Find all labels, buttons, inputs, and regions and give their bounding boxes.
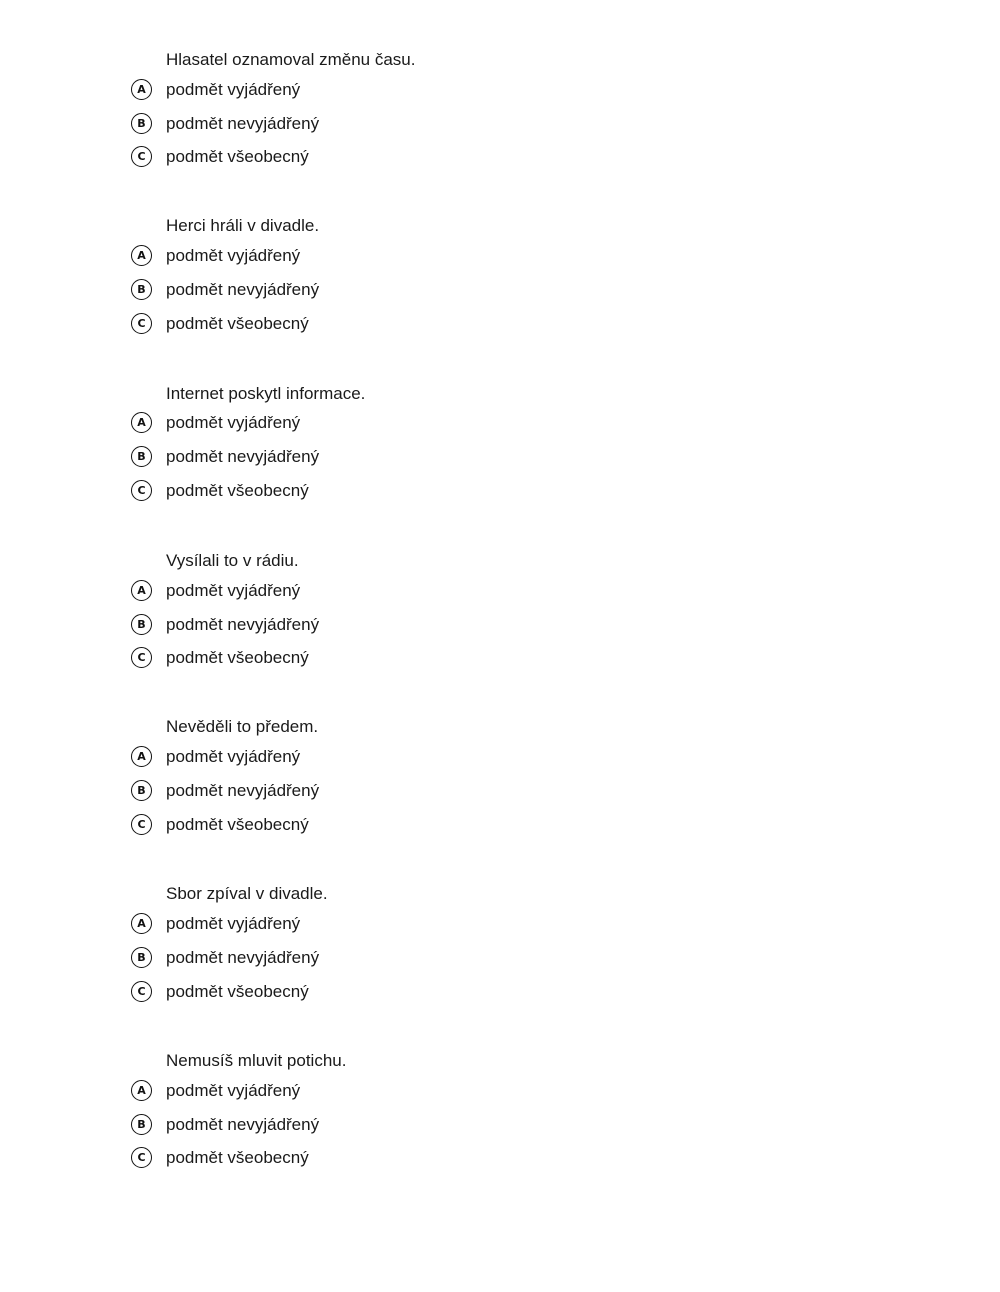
option-c-bubble[interactable]: C — [131, 814, 152, 835]
option-c-bubble[interactable]: C — [131, 647, 152, 668]
option-c-bubble[interactable]: C — [131, 981, 152, 1002]
option-label: podmět všeobecný — [166, 815, 309, 834]
option-label: podmět nevyjádřený — [166, 280, 320, 299]
option-c[interactable] — [0, 644, 500, 674]
option-c-bubble[interactable]: C — [131, 313, 152, 334]
option-b[interactable] — [0, 1111, 500, 1141]
option-label: podmět nevyjádřený — [166, 114, 320, 133]
question-text: Hlasatel oznamoval změnu času. — [166, 50, 416, 69]
option-a[interactable] — [0, 409, 500, 439]
question-header — [0, 379, 700, 409]
option-b-bubble[interactable]: B — [131, 1114, 152, 1135]
option-b-bubble[interactable]: B — [131, 947, 152, 968]
option-label: podmět všeobecný — [166, 648, 309, 667]
option-a-bubble[interactable]: A — [131, 245, 152, 266]
question-text: Herci hráli v divadle. — [166, 216, 320, 235]
question-header — [0, 712, 700, 742]
option-a[interactable] — [0, 910, 500, 940]
option-label: podmět nevyjádřený — [166, 1115, 320, 1134]
option-label: podmět nevyjádřený — [166, 948, 320, 967]
question-text: Vysílali to v rádiu. — [166, 551, 299, 570]
question-header — [0, 879, 700, 909]
question-header — [0, 45, 700, 75]
option-a[interactable] — [0, 76, 500, 106]
option-label: podmět všeobecný — [166, 147, 309, 166]
option-a-bubble[interactable]: A — [131, 580, 152, 601]
option-a-bubble[interactable]: A — [131, 412, 152, 433]
option-a[interactable] — [0, 743, 500, 773]
option-label: podmět vyjádřený — [166, 581, 301, 600]
option-label: podmět všeobecný — [166, 982, 309, 1001]
option-b[interactable] — [0, 276, 500, 306]
option-b-bubble[interactable]: B — [131, 614, 152, 635]
option-a-bubble[interactable]: A — [131, 1080, 152, 1101]
option-label: podmět vyjádřený — [166, 246, 301, 265]
option-label: podmět vyjádřený — [166, 1081, 301, 1100]
option-c[interactable] — [0, 1144, 500, 1174]
option-b[interactable] — [0, 944, 500, 974]
option-label: podmět všeobecný — [166, 314, 309, 333]
option-c-bubble[interactable]: C — [131, 480, 152, 501]
option-c[interactable] — [0, 978, 500, 1008]
option-label: podmět všeobecný — [166, 481, 309, 500]
option-b[interactable] — [0, 443, 500, 473]
question-text: Sbor zpíval v divadle. — [166, 884, 328, 903]
option-label: podmět nevyjádřený — [166, 781, 320, 800]
option-b-bubble[interactable]: B — [131, 446, 152, 467]
option-a-bubble[interactable]: A — [131, 79, 152, 100]
option-a[interactable] — [0, 577, 500, 607]
question-header — [0, 546, 700, 576]
question-header — [0, 211, 700, 241]
question-header — [0, 1046, 700, 1076]
option-a[interactable] — [0, 242, 500, 272]
option-a-bubble[interactable]: A — [131, 746, 152, 767]
option-b[interactable] — [0, 110, 500, 140]
question-text: Nemusíš mluvit potichu. — [166, 1051, 347, 1070]
option-label: podmět nevyjádřený — [166, 447, 320, 466]
question-text: Internet poskytl informace. — [166, 384, 366, 403]
option-label: podmět všeobecný — [166, 1148, 309, 1167]
option-b-bubble[interactable]: B — [131, 780, 152, 801]
option-label: podmět vyjádřený — [166, 914, 301, 933]
option-c-bubble[interactable]: C — [131, 146, 152, 167]
option-c[interactable] — [0, 310, 500, 340]
option-b-bubble[interactable]: B — [131, 279, 152, 300]
option-c[interactable] — [0, 811, 500, 841]
option-c[interactable] — [0, 477, 500, 507]
option-label: podmět vyjádřený — [166, 80, 301, 99]
option-b[interactable] — [0, 611, 500, 641]
option-label: podmět vyjádřený — [166, 413, 301, 432]
question-text: Nevěděli to předem. — [166, 717, 319, 736]
option-c-bubble[interactable]: C — [131, 1147, 152, 1168]
option-label: podmět nevyjádřený — [166, 615, 320, 634]
option-b[interactable] — [0, 777, 500, 807]
option-a-bubble[interactable]: A — [131, 913, 152, 934]
option-label: podmět vyjádřený — [166, 747, 301, 766]
option-c[interactable] — [0, 143, 500, 173]
option-a[interactable] — [0, 1077, 500, 1107]
option-b-bubble[interactable]: B — [131, 113, 152, 134]
